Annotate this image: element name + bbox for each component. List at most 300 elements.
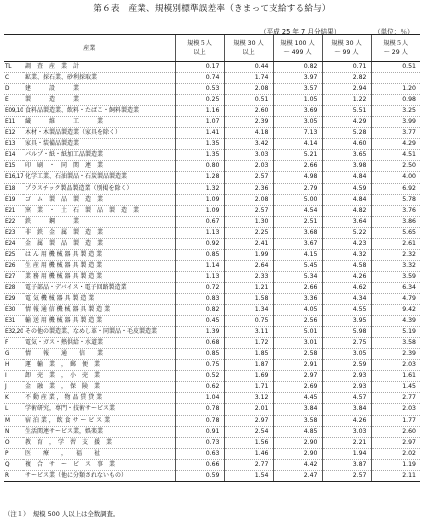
error-rate-cell: 2.90 bbox=[273, 437, 322, 448]
error-rate-cell: 4.29 bbox=[371, 139, 420, 150]
error-rate-table bbox=[4, 34, 420, 482]
page-title: 第６表 産業、規模別標準誤差率（きまって支給する給与） bbox=[93, 4, 331, 14]
industry-code: E19 bbox=[4, 194, 23, 205]
industry-name: サービス業（他に分類されないもの） bbox=[23, 470, 175, 481]
error-rate-cell: 2.59 bbox=[322, 360, 371, 371]
error-rate-cell: 4.18 bbox=[224, 128, 273, 139]
table-row bbox=[4, 293, 420, 304]
error-rate-cell: 0.67 bbox=[175, 216, 224, 227]
error-rate-cell: 2.32 bbox=[371, 249, 420, 260]
error-rate-cell: 2.57 bbox=[224, 172, 273, 183]
error-rate-cell: 2.08 bbox=[224, 194, 273, 205]
error-rate-cell: 2.39 bbox=[371, 349, 420, 360]
error-rate-cell: 2.50 bbox=[371, 161, 420, 172]
error-rate-cell: 6.92 bbox=[371, 183, 420, 194]
error-rate-cell: 3.03 bbox=[224, 150, 273, 161]
error-rate-cell: 0.45 bbox=[175, 316, 224, 327]
industry-code: N bbox=[4, 426, 23, 437]
error-rate-cell: 0.72 bbox=[175, 282, 224, 293]
error-rate-cell: 9.42 bbox=[371, 305, 420, 316]
error-rate-cell bbox=[371, 73, 420, 84]
error-rate-cell: 0.75 bbox=[224, 316, 273, 327]
table-row bbox=[4, 227, 420, 238]
industry-name: 不 動 産 業 ， 物 品 賃 貸 業 bbox=[23, 393, 175, 404]
industry-name: 輸 送 用 機 械 器 具 製 造 業 bbox=[23, 316, 175, 327]
error-rate-cell: 3.58 bbox=[371, 338, 420, 349]
error-rate-cell: 1.32 bbox=[175, 183, 224, 194]
table-row bbox=[4, 393, 420, 404]
table-row bbox=[4, 360, 420, 371]
error-rate-cell: 1.04 bbox=[175, 393, 224, 404]
industry-name: 鉄 鋼 業 bbox=[23, 216, 175, 227]
error-rate-cell: 3.32 bbox=[371, 260, 420, 271]
table-row bbox=[4, 139, 420, 150]
industry-code: C bbox=[4, 73, 23, 84]
error-rate-cell: 1.16 bbox=[175, 106, 224, 117]
error-rate-cell: 2.66 bbox=[273, 161, 322, 172]
error-rate-cell: 1.14 bbox=[175, 260, 224, 271]
error-rate-cell: 4.26 bbox=[322, 271, 371, 282]
error-rate-cell: 4.57 bbox=[322, 393, 371, 404]
table-row bbox=[4, 128, 420, 139]
error-rate-cell: 1.19 bbox=[371, 459, 420, 470]
industry-name: 情 報 通 信 機 械 器 具 製 造 業 bbox=[23, 305, 175, 316]
error-rate-cell: 0.78 bbox=[175, 415, 224, 426]
error-rate-cell: 4.34 bbox=[322, 293, 371, 304]
error-rate-cell: 1.94 bbox=[322, 448, 371, 459]
table-row bbox=[4, 84, 420, 95]
error-rate-cell: 2.97 bbox=[273, 371, 322, 382]
table-row bbox=[4, 238, 420, 249]
industry-name: 情 報 通 信 業 bbox=[23, 349, 175, 360]
table-row bbox=[4, 73, 420, 84]
industry-name: 複 合 サ ー ビ ス 事 業 bbox=[23, 459, 175, 470]
error-rate-cell: 7.13 bbox=[273, 128, 322, 139]
error-rate-cell: 3.59 bbox=[371, 271, 420, 282]
header-industry: 産業 bbox=[4, 35, 175, 62]
error-rate-cell: 1.58 bbox=[224, 293, 273, 304]
header-line: 規模５人 bbox=[383, 40, 409, 47]
industry-name: 電 気 機 械 器 具 製 造 業 bbox=[23, 293, 175, 304]
industry-code: F bbox=[4, 338, 23, 349]
footnote: （注１） 規模 500 人以上は全数調査。 bbox=[4, 510, 120, 518]
error-rate-cell: 3.64 bbox=[322, 216, 371, 227]
error-rate-cell: 2.11 bbox=[371, 470, 420, 481]
industry-code: E32,20 bbox=[4, 327, 23, 338]
error-rate-cell: 3.05 bbox=[273, 117, 322, 128]
industry-name: 調 査 産 業 計 bbox=[23, 62, 175, 73]
industry-name: ゴ ム 製 品 製 造 業 bbox=[23, 194, 175, 205]
industry-name: 医 療 ， 福 祉 bbox=[23, 448, 175, 459]
industry-name: 生 産 用 機 械 器 具 製 造 業 bbox=[23, 260, 175, 271]
error-rate-cell: 0.53 bbox=[175, 84, 224, 95]
industry-code: E26 bbox=[4, 260, 23, 271]
error-rate-cell: 5.19 bbox=[371, 327, 420, 338]
industry-name: 製 造 業 bbox=[23, 95, 175, 106]
error-rate-cell: 3.95 bbox=[322, 316, 371, 327]
table-row bbox=[4, 161, 420, 172]
error-rate-cell: 4.98 bbox=[273, 172, 322, 183]
table-row bbox=[4, 415, 420, 426]
error-rate-cell: 1.72 bbox=[224, 338, 273, 349]
error-rate-cell: 2.97 bbox=[371, 437, 420, 448]
table-row bbox=[4, 95, 420, 106]
error-rate-cell: 4.29 bbox=[322, 117, 371, 128]
error-rate-cell: 1.46 bbox=[224, 448, 273, 459]
error-rate-cell: 4.45 bbox=[273, 393, 322, 404]
error-rate-cell: 4.23 bbox=[322, 238, 371, 249]
error-rate-cell: 2.61 bbox=[371, 238, 420, 249]
error-rate-cell: 0.52 bbox=[175, 371, 224, 382]
error-rate-cell: 2.64 bbox=[224, 260, 273, 271]
error-rate-cell: 3.03 bbox=[322, 426, 371, 437]
header-line: 以上 bbox=[193, 49, 206, 56]
error-rate-cell: 5.22 bbox=[322, 227, 371, 238]
error-rate-cell: 2.03 bbox=[371, 404, 420, 415]
error-rate-cell: 2.75 bbox=[322, 338, 371, 349]
table-row bbox=[4, 470, 420, 481]
industry-code: E21 bbox=[4, 205, 23, 216]
error-rate-cell: 2.69 bbox=[273, 382, 322, 393]
error-rate-cell: 5.28 bbox=[322, 128, 371, 139]
error-rate-cell: 5.01 bbox=[273, 327, 322, 338]
industry-name: 化学工業、石油製品・石炭製品製造業 bbox=[23, 172, 175, 183]
table-row bbox=[4, 327, 420, 338]
header-size-100-499 bbox=[273, 35, 322, 62]
error-rate-cell: 3.05 bbox=[322, 349, 371, 360]
industry-code: E24 bbox=[4, 238, 23, 249]
error-rate-cell: 1.13 bbox=[175, 227, 224, 238]
error-rate-cell: 0.82 bbox=[175, 305, 224, 316]
error-rate-cell: 3.25 bbox=[371, 106, 420, 117]
industry-name: 窯 業 ・ 土 石 製 品 製 造 業 bbox=[23, 205, 175, 216]
error-rate-cell: 1.09 bbox=[175, 205, 224, 216]
error-rate-cell: 4.84 bbox=[322, 194, 371, 205]
error-rate-cell: 1.87 bbox=[224, 360, 273, 371]
industry-name: 運 輸 業 ， 郵 便 業 bbox=[23, 360, 175, 371]
error-rate-cell: 1.74 bbox=[224, 73, 273, 84]
error-rate-cell: 0.98 bbox=[371, 95, 420, 106]
error-rate-cell: 0.59 bbox=[175, 470, 224, 481]
error-rate-cell: 0.44 bbox=[224, 62, 273, 73]
header-line: ～ 29 人 bbox=[383, 49, 408, 56]
error-rate-cell: 5.65 bbox=[371, 227, 420, 238]
error-rate-cell: 1.77 bbox=[371, 415, 420, 426]
error-rate-cell: 0.17 bbox=[175, 62, 224, 73]
table-row bbox=[4, 117, 420, 128]
industry-name: パルプ・紙・紙加工品製造業 bbox=[23, 150, 175, 161]
industry-name: 教 育 ， 学 習 支 援 業 bbox=[23, 437, 175, 448]
error-rate-cell: 3.97 bbox=[273, 73, 322, 84]
error-rate-cell: 1.30 bbox=[224, 216, 273, 227]
error-rate-cell: 5.34 bbox=[273, 271, 322, 282]
industry-code: D bbox=[4, 84, 23, 95]
table-row bbox=[4, 382, 420, 393]
industry-code: E22 bbox=[4, 216, 23, 227]
error-rate-cell: 2.01 bbox=[224, 404, 273, 415]
error-rate-cell: 2.08 bbox=[224, 84, 273, 95]
error-rate-cell: 1.61 bbox=[371, 371, 420, 382]
table-row bbox=[4, 194, 420, 205]
header-size-5-plus bbox=[175, 35, 224, 62]
table-row bbox=[4, 150, 420, 161]
error-rate-cell: 2.47 bbox=[273, 470, 322, 481]
industry-name: 鉱業、採石業、砂利採取業 bbox=[23, 73, 175, 84]
header-size-30-99 bbox=[322, 35, 371, 62]
table-row bbox=[4, 426, 420, 437]
industry-code: E15 bbox=[4, 161, 23, 172]
error-rate-cell: 4.59 bbox=[322, 183, 371, 194]
error-rate-cell: 4.85 bbox=[273, 426, 322, 437]
table-row bbox=[4, 404, 420, 415]
error-rate-cell: 0.25 bbox=[175, 95, 224, 106]
error-rate-cell: 3.67 bbox=[273, 238, 322, 249]
error-rate-cell: 1.69 bbox=[224, 371, 273, 382]
table-row bbox=[4, 282, 420, 293]
error-rate-cell: 1.39 bbox=[175, 327, 224, 338]
industry-code: E23 bbox=[4, 227, 23, 238]
table-row bbox=[4, 437, 420, 448]
industry-name: 木材・木製品製造業（家具を除く） bbox=[23, 128, 175, 139]
industry-code: E25 bbox=[4, 249, 23, 260]
error-rate-cell: 4.15 bbox=[273, 249, 322, 260]
industry-name: 食料品製造業、飲料・たばこ・飼料製造業 bbox=[23, 106, 175, 117]
error-rate-cell: 6.34 bbox=[371, 282, 420, 293]
error-rate-cell: 4.62 bbox=[322, 282, 371, 293]
table-row bbox=[4, 216, 420, 227]
error-rate-cell: 4.60 bbox=[322, 139, 371, 150]
error-rate-cell: 0.73 bbox=[175, 437, 224, 448]
error-rate-cell: 4.32 bbox=[322, 249, 371, 260]
industry-name: 業 務 用 機 械 器 具 製 造 業 bbox=[23, 271, 175, 282]
table-row bbox=[4, 305, 420, 316]
table-row bbox=[4, 183, 420, 194]
error-rate-cell: 3.65 bbox=[322, 150, 371, 161]
table-row bbox=[4, 205, 420, 216]
industry-name: 金 属 製 品 製 造 業 bbox=[23, 238, 175, 249]
error-rate-cell: 2.58 bbox=[273, 349, 322, 360]
error-rate-cell: 2.54 bbox=[224, 426, 273, 437]
error-rate-cell: 0.92 bbox=[175, 238, 224, 249]
error-rate-cell: 2.33 bbox=[224, 271, 273, 282]
error-rate-cell: 5.21 bbox=[273, 150, 322, 161]
industry-name: プラスチック製品製造業（別掲を除く） bbox=[23, 183, 175, 194]
industry-name: は ん 用 機 械 器 具 製 造 業 bbox=[23, 249, 175, 260]
unit-label: （単位：％） bbox=[374, 28, 414, 36]
industry-code: E16,17 bbox=[4, 172, 23, 183]
error-rate-cell: 0.85 bbox=[175, 249, 224, 260]
error-rate-cell: 0.91 bbox=[175, 426, 224, 437]
error-rate-cell: 4.58 bbox=[322, 260, 371, 271]
error-rate-cell: 2.60 bbox=[371, 426, 420, 437]
error-rate-cell: 5.00 bbox=[273, 194, 322, 205]
error-rate-cell: 3.77 bbox=[371, 128, 420, 139]
error-rate-cell: 5.98 bbox=[322, 327, 371, 338]
error-rate-cell: 1.35 bbox=[175, 139, 224, 150]
error-rate-cell: 2.77 bbox=[224, 459, 273, 470]
industry-code: E31 bbox=[4, 316, 23, 327]
industry-code: J bbox=[4, 382, 23, 393]
error-rate-cell: 2.93 bbox=[322, 382, 371, 393]
error-rate-cell: 2.21 bbox=[322, 437, 371, 448]
header-line: 以上 bbox=[242, 49, 255, 56]
error-rate-cell: 2.94 bbox=[322, 84, 371, 95]
error-rate-cell: 1.13 bbox=[175, 271, 224, 282]
error-rate-cell: 2.39 bbox=[224, 117, 273, 128]
error-rate-cell: 3.98 bbox=[322, 161, 371, 172]
industry-name: その他の製造業、なめし革・同製品・毛皮製造業 bbox=[23, 327, 175, 338]
industry-code: O bbox=[4, 437, 23, 448]
error-rate-cell: 4.42 bbox=[273, 459, 322, 470]
error-rate-cell: 3.86 bbox=[371, 216, 420, 227]
error-rate-cell: 2.97 bbox=[224, 415, 273, 426]
error-rate-cell: 2.82 bbox=[322, 73, 371, 84]
error-rate-cell: 1.54 bbox=[224, 470, 273, 481]
error-rate-cell: 1.85 bbox=[224, 349, 273, 360]
error-rate-cell: 4.14 bbox=[273, 139, 322, 150]
error-rate-cell: 5.78 bbox=[371, 194, 420, 205]
table-row bbox=[4, 271, 420, 282]
error-rate-cell: 4.79 bbox=[371, 293, 420, 304]
error-rate-cell: 4.55 bbox=[322, 305, 371, 316]
industry-name: 繊 維 工 業 bbox=[23, 117, 175, 128]
error-rate-cell: 3.11 bbox=[224, 327, 273, 338]
header-size-5-29 bbox=[371, 35, 420, 62]
industry-name: 家具・装備品製造業 bbox=[23, 139, 175, 150]
error-rate-cell: 4.54 bbox=[273, 205, 322, 216]
industry-name: 卸 売 業 ， 小 売 業 bbox=[23, 371, 175, 382]
error-rate-cell: 2.57 bbox=[224, 205, 273, 216]
industry-code: M bbox=[4, 415, 23, 426]
table-row bbox=[4, 448, 420, 459]
table-row bbox=[4, 338, 420, 349]
table-row bbox=[4, 106, 420, 117]
error-rate-cell: 1.21 bbox=[224, 282, 273, 293]
industry-code: G bbox=[4, 349, 23, 360]
error-rate-cell: 5.45 bbox=[273, 260, 322, 271]
error-rate-cell: 1.71 bbox=[224, 382, 273, 393]
industry-code: K bbox=[4, 393, 23, 404]
industry-code: E28 bbox=[4, 282, 23, 293]
error-rate-cell: 2.60 bbox=[224, 106, 273, 117]
error-rate-cell: 1.56 bbox=[224, 437, 273, 448]
industry-code: E bbox=[4, 95, 23, 106]
error-rate-cell: 2.25 bbox=[224, 227, 273, 238]
error-rate-cell: 3.42 bbox=[224, 139, 273, 150]
error-rate-cell: 2.03 bbox=[371, 360, 420, 371]
error-rate-cell: 3.69 bbox=[273, 106, 322, 117]
industry-name: 建 設 業 bbox=[23, 84, 175, 95]
error-rate-cell: 1.28 bbox=[175, 172, 224, 183]
error-rate-cell: 3.57 bbox=[273, 84, 322, 95]
survey-period-label: （平成 25 年 7 月分結果） bbox=[260, 28, 341, 36]
error-rate-cell: 4.82 bbox=[322, 205, 371, 216]
error-rate-cell: 3.99 bbox=[371, 117, 420, 128]
error-rate-cell: 2.57 bbox=[322, 470, 371, 481]
error-rate-cell: 1.20 bbox=[371, 84, 420, 95]
error-rate-cell: 1.05 bbox=[273, 95, 322, 106]
error-rate-cell: 2.03 bbox=[224, 161, 273, 172]
error-rate-cell: 1.99 bbox=[224, 249, 273, 260]
industry-code: E13 bbox=[4, 139, 23, 150]
error-rate-cell: 3.58 bbox=[273, 415, 322, 426]
industry-code: H bbox=[4, 360, 23, 371]
error-rate-cell: 3.84 bbox=[273, 404, 322, 415]
error-rate-cell: 0.51 bbox=[371, 62, 420, 73]
error-rate-cell: 4.05 bbox=[273, 305, 322, 316]
error-rate-cell: 2.56 bbox=[273, 316, 322, 327]
error-rate-cell: 1.41 bbox=[175, 128, 224, 139]
error-rate-cell: 0.78 bbox=[175, 404, 224, 415]
error-rate-cell: 2.51 bbox=[273, 216, 322, 227]
error-rate-cell: 0.62 bbox=[175, 382, 224, 393]
error-rate-cell: 3.84 bbox=[322, 404, 371, 415]
table-row bbox=[4, 349, 420, 360]
error-rate-cell: 0.83 bbox=[175, 293, 224, 304]
header-line: 規模 100 人 bbox=[280, 40, 315, 47]
error-rate-cell: 2.91 bbox=[273, 360, 322, 371]
header-line: ～ 499 人 bbox=[283, 49, 312, 56]
error-rate-cell: 1.07 bbox=[175, 117, 224, 128]
industry-name: 宿 泊 業 ， 飲 食 サ ー ビ ス 業 bbox=[23, 415, 175, 426]
error-rate-cell: 4.84 bbox=[322, 172, 371, 183]
industry-code: R bbox=[4, 470, 23, 481]
error-rate-cell: 0.68 bbox=[175, 338, 224, 349]
industry-code: E12 bbox=[4, 128, 23, 139]
error-rate-cell: 3.68 bbox=[273, 227, 322, 238]
error-rate-cell: 0.82 bbox=[273, 62, 322, 73]
error-rate-cell: 3.01 bbox=[273, 338, 322, 349]
error-rate-cell: 0.71 bbox=[322, 62, 371, 73]
header-line: 規模５人 bbox=[187, 40, 212, 47]
error-rate-cell: 0.51 bbox=[224, 95, 273, 106]
error-rate-cell: 3.12 bbox=[224, 393, 273, 404]
error-rate-cell: 2.77 bbox=[371, 393, 420, 404]
table-row bbox=[4, 459, 420, 470]
industry-code: P bbox=[4, 448, 23, 459]
error-rate-cell: 3.76 bbox=[371, 205, 420, 216]
industry-code: L bbox=[4, 404, 23, 415]
industry-code: I bbox=[4, 371, 23, 382]
error-rate-cell: 4.26 bbox=[322, 415, 371, 426]
table-row bbox=[4, 249, 420, 260]
error-rate-cell: 1.22 bbox=[322, 95, 371, 106]
industry-name: 印 刷 ・ 同 関 連 業 bbox=[23, 161, 175, 172]
industry-code: TL bbox=[4, 62, 23, 73]
industry-code: E18 bbox=[4, 183, 23, 194]
industry-code: E29 bbox=[4, 293, 23, 304]
error-rate-cell: 4.39 bbox=[371, 316, 420, 327]
error-rate-cell: 2.79 bbox=[273, 183, 322, 194]
error-rate-cell: 2.36 bbox=[224, 183, 273, 194]
error-rate-cell: 0.66 bbox=[175, 459, 224, 470]
industry-name: 生活関連サービス業，娯楽業 bbox=[23, 426, 175, 437]
industry-code: E11 bbox=[4, 117, 23, 128]
error-rate-cell: 0.63 bbox=[175, 448, 224, 459]
industry-name: 電気・ガス・熱供給・水道業 bbox=[23, 338, 175, 349]
industry-code: E14 bbox=[4, 150, 23, 161]
industry-name: 金 融 業 ， 保 険 業 bbox=[23, 382, 175, 393]
industry-name: 電子部品・デバイス・電子回路製造業 bbox=[23, 282, 175, 293]
error-rate-cell: 2.93 bbox=[322, 371, 371, 382]
error-rate-cell: 1.34 bbox=[224, 305, 273, 316]
error-rate-cell: 0.85 bbox=[175, 349, 224, 360]
industry-code: E30 bbox=[4, 305, 23, 316]
error-rate-cell: 1.35 bbox=[175, 150, 224, 161]
error-rate-cell: 3.87 bbox=[322, 459, 371, 470]
header-line: ～ 99 人 bbox=[334, 49, 359, 56]
error-rate-cell: 2.02 bbox=[371, 448, 420, 459]
